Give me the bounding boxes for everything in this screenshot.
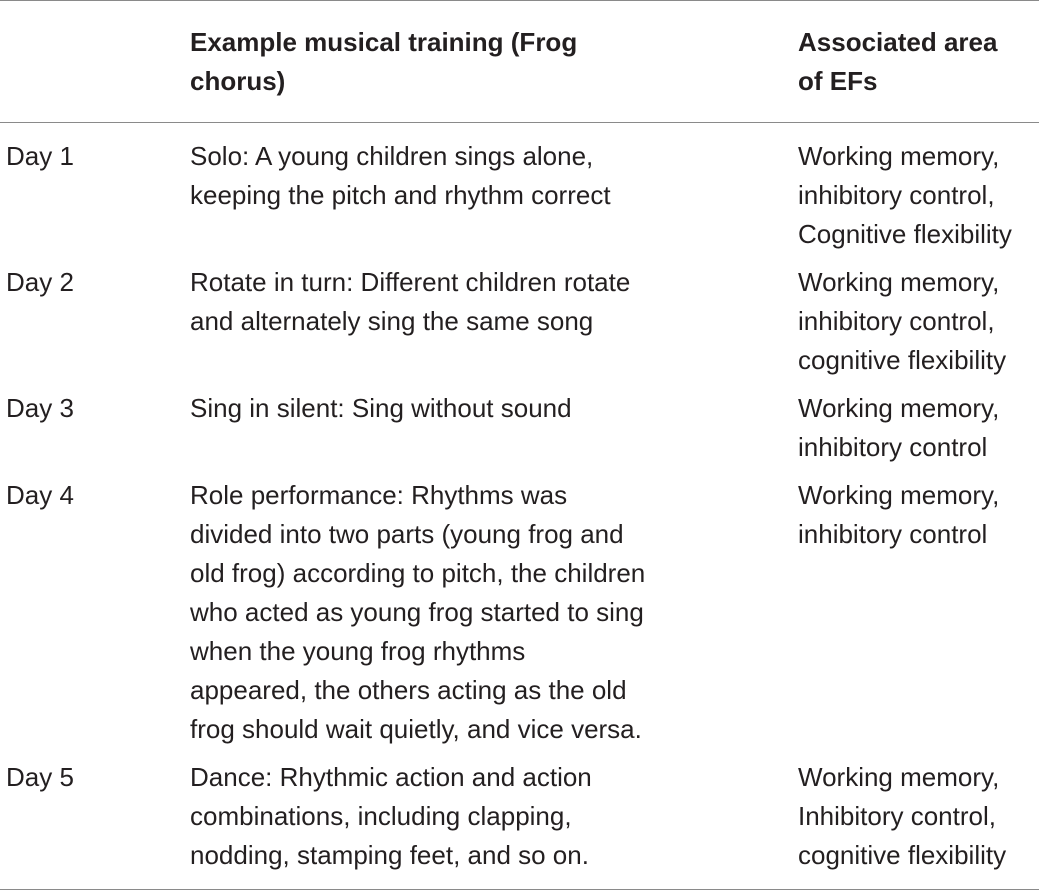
day-cell: Day 1 [6, 141, 74, 171]
header-efs-line-2: of EFs [798, 66, 878, 96]
header-efs [798, 1, 1039, 123]
table-row [0, 758, 1039, 890]
training-cell [190, 758, 798, 890]
efs-cell [798, 389, 1039, 476]
training-cell [190, 123, 798, 264]
training-line: old frog) according to pitch, the children [190, 558, 646, 588]
efs-line: inhibitory control [798, 519, 988, 549]
efs-line: inhibitory control, [798, 306, 995, 336]
efs-line: Cognitive flexibility [798, 219, 1012, 249]
training-line: appeared, the others acting as the old [190, 675, 627, 705]
training-line: Role performance: Rhythms was [190, 480, 568, 510]
header-efs-line-1: Associated area [798, 27, 998, 57]
training-line: divided into two parts (young frog and [190, 519, 624, 549]
efs-cell [798, 263, 1039, 389]
table-row [0, 263, 1039, 389]
header-training-line-1: Example musical training (Frog [190, 27, 578, 57]
training-line: frog should wait quietly, and vice versa. [190, 714, 642, 744]
table-body [0, 123, 1039, 890]
efs-line: Inhibitory control, [798, 801, 996, 831]
efs-cell [798, 476, 1039, 758]
efs-line: cognitive flexibility [798, 345, 1007, 375]
header-training [190, 1, 798, 123]
efs-line: Working memory, [798, 141, 1000, 171]
training-line: nodding, stamping feet, and so on. [190, 840, 589, 870]
efs-cell [798, 123, 1039, 264]
efs-line: inhibitory control [798, 432, 988, 462]
day-cell: Day 2 [6, 267, 74, 297]
efs-line: Working memory, [798, 762, 1000, 792]
table-row [0, 123, 1039, 264]
training-cell [190, 263, 798, 389]
day-cell: Day 4 [6, 480, 74, 510]
table-row [0, 389, 1039, 476]
table-row [0, 476, 1039, 758]
training-cell [190, 476, 798, 758]
header-training-line-2: chorus) [190, 66, 286, 96]
header-row [0, 1, 1039, 123]
training-line: keeping the pitch and rhythm correct [190, 180, 611, 210]
efs-line: inhibitory control, [798, 180, 995, 210]
training-line: Sing in silent: Sing without sound [190, 393, 572, 423]
day-cell: Day 3 [6, 393, 74, 423]
training-line: Rotate in turn: Different children rotate [190, 267, 631, 297]
table-header [0, 1, 1039, 123]
training-line: when the young frog rhythms [190, 636, 526, 666]
training-line: Dance: Rhythmic action and action [190, 762, 592, 792]
efs-line: Working memory, [798, 267, 1000, 297]
training-line: Solo: A young children sings alone, [190, 141, 594, 171]
efs-line: Working memory, [798, 393, 1000, 423]
training-line: combinations, including clapping, [190, 801, 572, 831]
header-day [0, 1, 190, 123]
day-cell: Day 5 [6, 762, 74, 792]
training-line: who acted as young frog started to sing [190, 597, 644, 627]
efs-cell [798, 758, 1039, 890]
efs-line: cognitive flexibility [798, 840, 1007, 870]
efs-line: Working memory, [798, 480, 1000, 510]
training-line: and alternately sing the same song [190, 306, 594, 336]
training-cell [190, 389, 798, 476]
